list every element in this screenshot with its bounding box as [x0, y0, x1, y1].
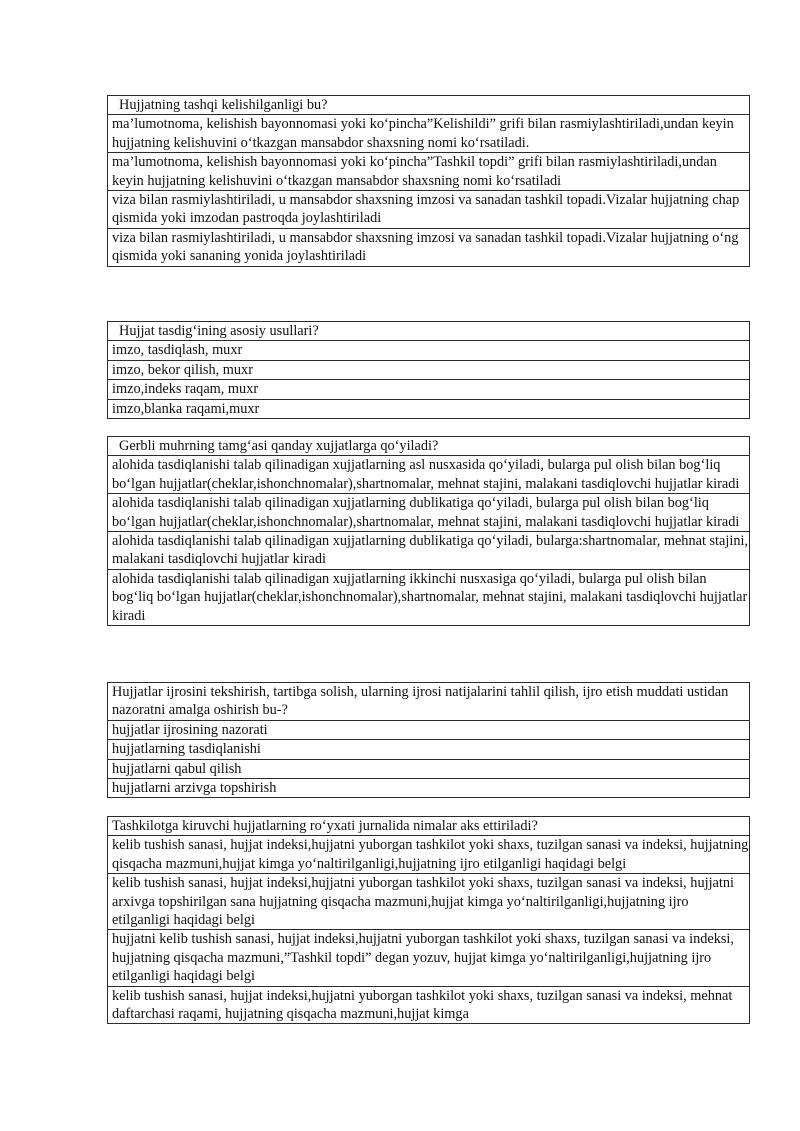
answer-row [108, 874, 750, 930]
answer-option: imzo, tasdiqlash, muxr [108, 341, 750, 360]
question-block-5 [107, 816, 750, 1024]
question-text: Hujjatlar ijrosini tekshirish, tartibga solish, ularning ijrosi natijalarini tahlil qilish, ijro etish muddati ustidan nazoratni amalga oshirish bu-? [108, 683, 750, 721]
answer-row [108, 494, 750, 532]
answer-row [108, 191, 750, 229]
question-row [108, 683, 750, 721]
answer-option: imzo,indeks raqam, muxr [108, 380, 750, 399]
answer-row [108, 986, 750, 1024]
question-text: Hujjat tasdig‘ining asosiy usullari? [108, 322, 750, 341]
question-row [108, 437, 750, 456]
answer-row [108, 569, 750, 625]
answer-option: viza bilan rasmiylashtiriladi, u mansabdor shaxsning imzosi va sanadan tashkil topadi.Vizalar hujjatning chap qismida yoki imzodan pastroqda joylashtiriladi [108, 191, 750, 229]
question-row [108, 96, 750, 115]
question-row [108, 322, 750, 341]
answer-row [108, 532, 750, 570]
answer-option: imzo,blanka raqami,muxr [108, 399, 750, 418]
question-block-3 [107, 436, 750, 626]
answer-row [108, 779, 750, 798]
question-text: Gerbli muhrning tamg‘asi qanday xujjatlarga qo‘yiladi? [108, 437, 750, 456]
answer-row [108, 720, 750, 739]
answer-row [108, 836, 750, 874]
answer-option: alohida tasdiqlanishi talab qilinadigan xujjatlarning dublikatiga qo‘yiladi, bularga pul olish bilan bog‘liq bo‘lgan hujjatlar(cheklar,ishonchnomalar),shartnomalar, mehnat stajini, malakani tasdiqlovchi hujjatlar kiradi [108, 494, 750, 532]
answer-option: hujjatlarni qabul qilish [108, 759, 750, 778]
answer-option: alohida tasdiqlanishi talab qilinadigan xujjatlarning dublikatiga qo‘yiladi, bularga:shartnomalar, mehnat stajini, malakani tasdiqlovchi hujjatlar kiradi [108, 532, 750, 570]
answer-row [108, 153, 750, 191]
answer-row [108, 115, 750, 153]
answer-option: alohida tasdiqlanishi talab qilinadigan xujjatlarning asl nusxasida qo‘yiladi, bularga pul olish bilan bog‘liq bo‘lgan hujjatlar(cheklar,ishonchnomalar),shartnomalar, mehnat stajini, malakani tasdiqlovchi hujjatlar kiradi [108, 456, 750, 494]
answer-option: kelib tushish sanasi, hujjat indeksi,hujjatni yuborgan tashkilot yoki shaxs, tuzilgan sanasi va indeksi, hujjatning qisqacha mazmuni,hujjat kimga yo‘naltirilganligi,hujjatning ijro etilganligi haqidagi belgi [108, 836, 750, 874]
answer-option: viza bilan rasmiylashtiriladi, u mansabdor shaxsning imzosi va sanadan tashkil topadi.Vizalar hujjatning o‘ng qismida yoki sananing yonida joylashtiriladi [108, 228, 750, 266]
answer-row [108, 380, 750, 399]
answer-option: imzo, bekor qilish, muxr [108, 360, 750, 379]
answer-row [108, 360, 750, 379]
answer-row [108, 930, 750, 986]
question-block-2 [107, 321, 750, 419]
answer-option: alohida tasdiqlanishi talab qilinadigan xujjatlarning ikkinchi nusxasiga qo‘yiladi, bularga pul olish bilan bog‘liq bo‘lgan hujjatlar(cheklar,ishonchnomalar),shartnomalar, mehnat stajini, malakani tasdiqlovchi hujjatlar kiradi [108, 569, 750, 625]
question-text: Hujjatning tashqi kelishilganligi bu? [108, 96, 750, 115]
question-row [108, 817, 750, 836]
answer-option: ma’lumotnoma, kelishish bayonnomasi yoki ko‘pincha”Tashkil topdi” grifi bilan rasmiylashtiriladi,undan keyin hujjatning kelishuvini o‘tkazgan mansabdor shaxsning nomi ko‘rsatiladi [108, 153, 750, 191]
answer-option: hujjatlar ijrosining nazorati [108, 720, 750, 739]
question-block-4 [107, 682, 750, 798]
answer-option: ma’lumotnoma, kelishish bayonnomasi yoki ko‘pincha”Kelishildi” grifi bilan rasmiylashtiriladi,undan keyin hujjatning kelishuvini o‘tkazgan mansabdor shaxsning nomi ko‘rsatiladi. [108, 115, 750, 153]
answer-row [108, 759, 750, 778]
question-block-1 [107, 95, 750, 267]
answer-option: hujjatlarning tasdiqlanishi [108, 740, 750, 759]
question-text: Tashkilotga kiruvchi hujjatlarning ro‘yxati jurnalida nimalar aks ettiriladi? [108, 817, 750, 836]
answer-row [108, 456, 750, 494]
answer-option: kelib tushish sanasi, hujjat indeksi,hujjatni yuborgan tashkilot yoki shaxs, tuzilgan sanasi va indeksi, mehnat daftarchasi raqami, hujjatning qisqacha mazmuni,hujjat kimga [108, 986, 750, 1024]
answer-option: hujjatni kelib tushish sanasi, hujjat indeksi,hujjatni yuborgan tashkilot yoki shaxs, tuzilgan sanasi va indeksi, hujjatning qisqacha mazmuni,”Tashkil topdi” degan yozuv, hujjat kimga yo‘naltirilganligi,hujjatning ijro etilganligi haqidagi belgi [108, 930, 750, 986]
answer-row [108, 740, 750, 759]
answer-option: kelib tushish sanasi, hujjat indeksi,hujjatni yuborgan tashkilot yoki shaxs, tuzilgan sanasi va indeksi, hujjatni arxivga topshirilgan sana hujjatning qisqacha mazmuni,hujjat kimga yo‘naltirilganligi,hujjatning ijro etilganligi haqidagi belgi [108, 874, 750, 930]
answer-option: hujjatlarni arzivga topshirish [108, 779, 750, 798]
answer-row [108, 399, 750, 418]
answer-row [108, 341, 750, 360]
answer-row [108, 228, 750, 266]
